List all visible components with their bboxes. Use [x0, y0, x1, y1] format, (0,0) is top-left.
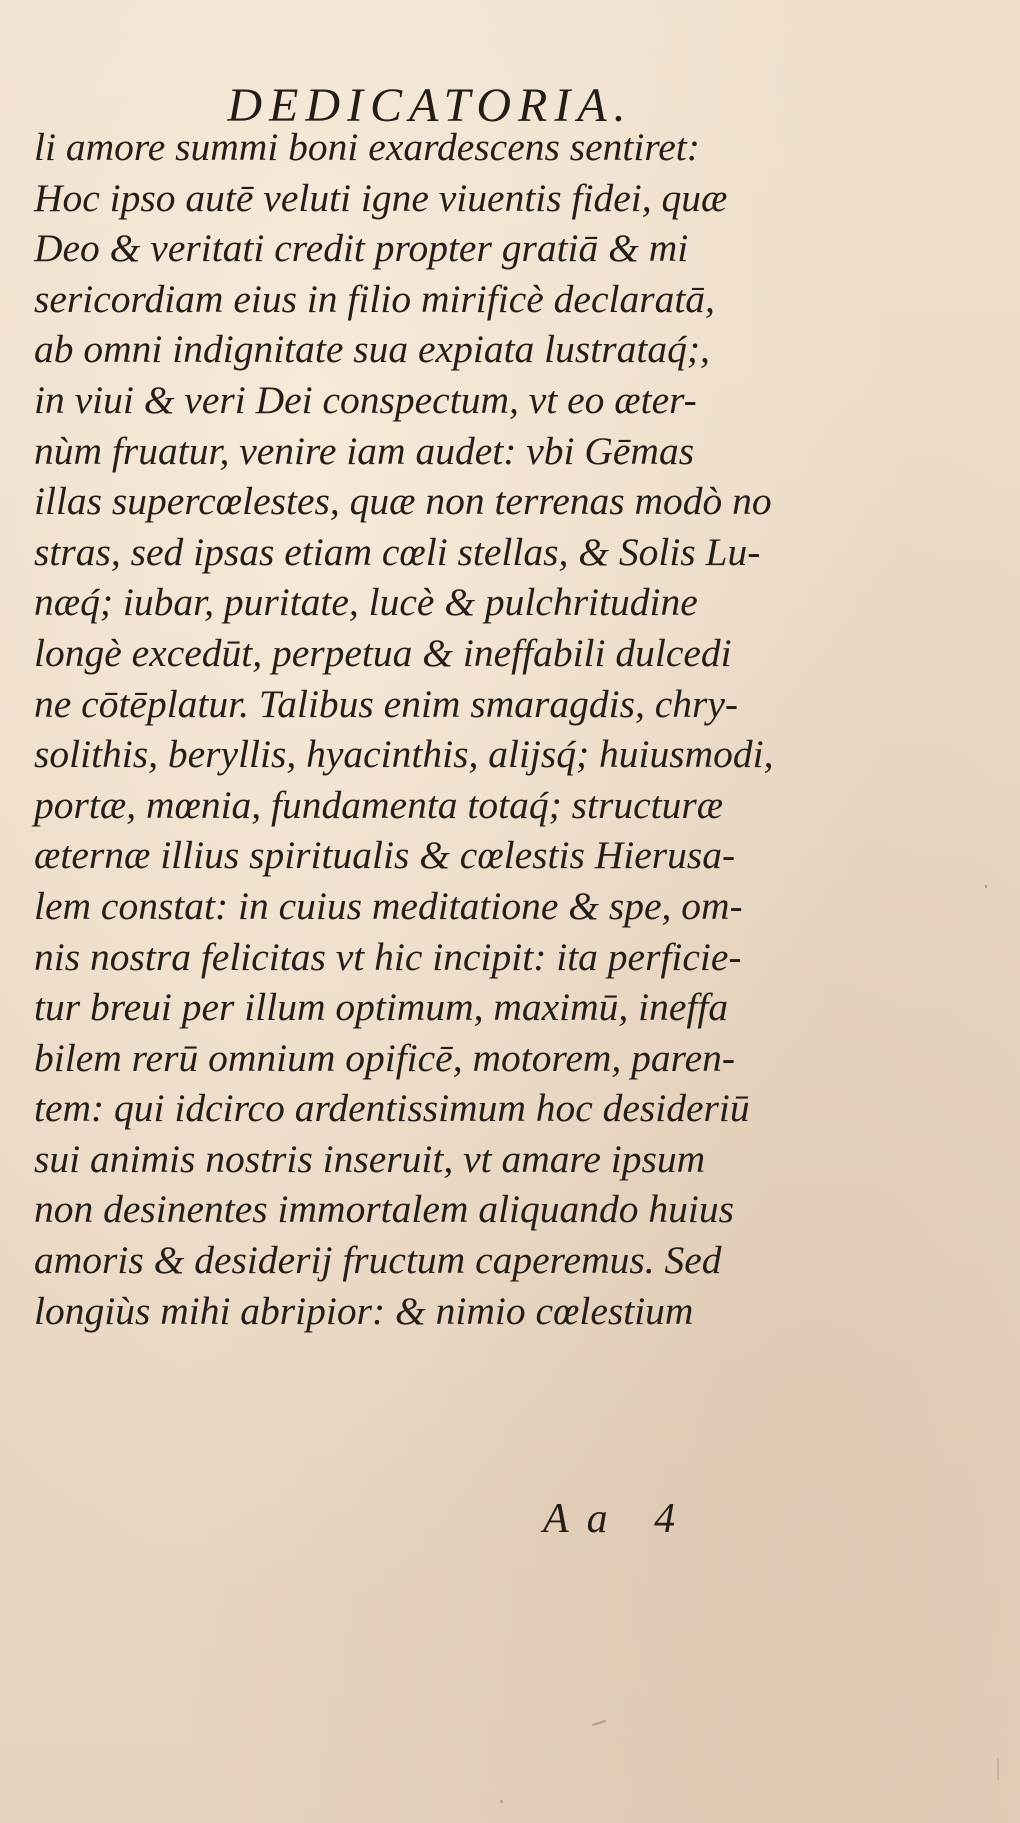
- paper-speck: [592, 1720, 606, 1726]
- paper-speck: [997, 1758, 999, 1780]
- text-line: li amore summi boni exardescens sentiret:: [34, 125, 700, 169]
- text-line: lem constat: in cuius meditatione & spe, om-: [34, 883, 743, 928]
- text-line: amoris & desiderij fructum caperemus. Sed: [34, 1238, 722, 1283]
- text-line: ab omni indignitate sua expiata lustrataq́;,: [34, 327, 710, 372]
- text-line: Hoc ipso autē veluti igne viuentis fidei, quæ: [34, 175, 728, 220]
- body-text: [34, 122, 794, 1336]
- paper-speck: [985, 885, 987, 888]
- text-line: longiùs mihi abripior: & nimio cœlestium: [34, 1288, 694, 1333]
- text-line: bilem rerū omnium opificē, motorem, paren-: [34, 1035, 736, 1080]
- text-line: Deo & veritati credit propter gratiā & mi: [34, 226, 689, 271]
- text-line: stras, sed ipsas etiam cœli stellas, & Solis Lu-: [34, 529, 761, 574]
- text-line: solithis, beryllis, hyacinthis, alijsq́; huiusmodi,: [34, 732, 774, 777]
- signature-mark: Aa 4: [543, 1496, 694, 1542]
- text-line: nis nostra felicitas vt hic incipit: ita perficie-: [34, 934, 742, 979]
- text-line: sericordiam eius in filio mirificè declaratā,: [34, 276, 715, 321]
- text-line: tur breui per illum optimum, maximū, ineffa: [34, 985, 729, 1030]
- text-line: tem: qui idcirco ardentissimum hoc desideriū: [34, 1086, 750, 1131]
- text-line: illas supercœlestes, quæ non terrenas modò no: [34, 479, 772, 524]
- text-line: æternæ illius spiritualis & cœlestis Hierusa-: [34, 833, 736, 878]
- text-line: portæ, mœnia, fundamenta totaq́; structuræ: [34, 782, 724, 827]
- paper-speck: [500, 1800, 503, 1803]
- text-line: non desinentes immortalem aliquando huius: [34, 1187, 734, 1232]
- text-line: longè excedūt, perpetua & ineffabili dulcedi: [34, 630, 732, 675]
- text-line: ne cōtēplatur. Talibus enim smaragdis, chry-: [34, 681, 739, 726]
- running-head: DEDICATORIA.: [227, 79, 633, 132]
- text-line: nùm fruatur, venire iam audet: vbi Gēmas: [34, 428, 695, 473]
- text-line: in viui & veri Dei conspectum, vt eo æter-: [34, 377, 697, 422]
- text-line: sui animis nostris inseruit, vt amare ipsum: [34, 1136, 706, 1181]
- text-line: næq́; iubar, puritate, lucè & pulchritudine: [34, 580, 698, 625]
